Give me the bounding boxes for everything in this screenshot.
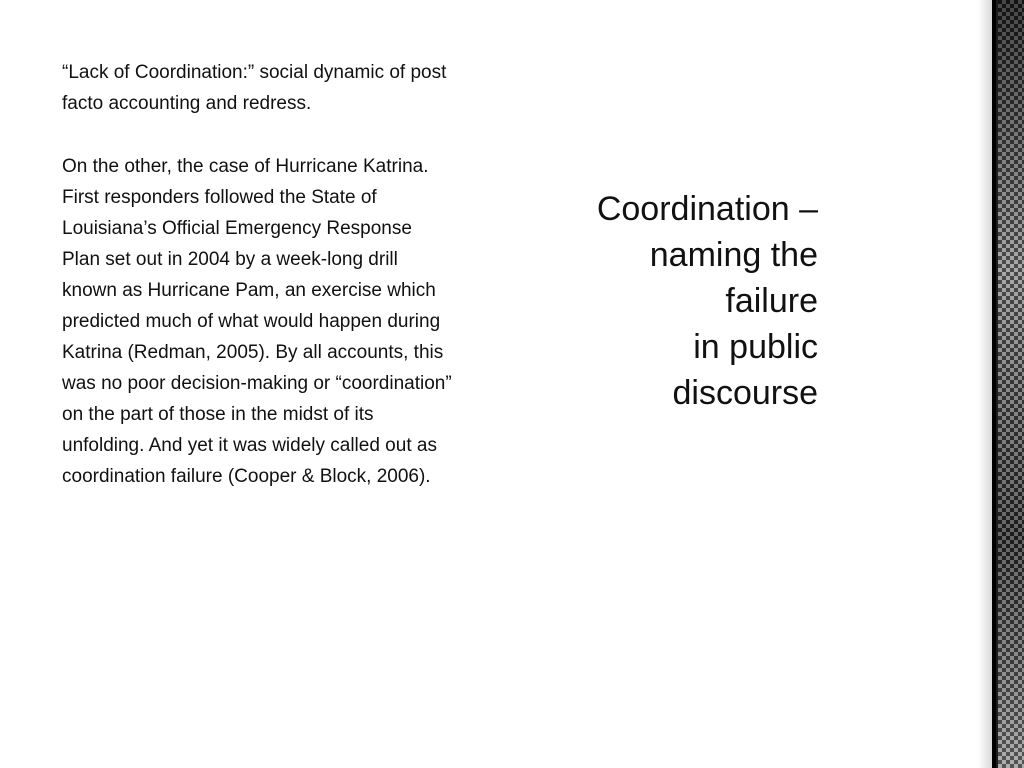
edge-line [992, 0, 996, 768]
title-line: Coordination – [596, 190, 818, 228]
paragraph-lack-of-coordination: “Lack of Coordination:” social dynamic of post facto accounting and redress. [62, 62, 447, 114]
decorative-edge-border [978, 0, 1024, 768]
title-line: naming the [649, 236, 818, 274]
edge-shade [998, 0, 1024, 768]
title-line: failure [725, 282, 818, 320]
edge-fade [978, 0, 992, 768]
title-line: discourse [672, 374, 818, 412]
slide-title [560, 186, 818, 416]
title-line: in public [693, 328, 818, 366]
body-text [62, 57, 454, 524]
paragraph-hurricane-katrina: On the other, the case of Hurricane Katrina. First responders followed the State of Louisiana’s Official Emergency Response Plan set out in 2004 by a week-long drill known as Hurricane Pam, an exercise which predicted much of what would happen during Katrina (Redman, 2005). By all accounts, this was no poor decision-making or “coordination” on the part of those in the midst of its unfolding. And yet it was widely called out as coordination failure (Cooper & Block, 2006). [62, 156, 452, 487]
